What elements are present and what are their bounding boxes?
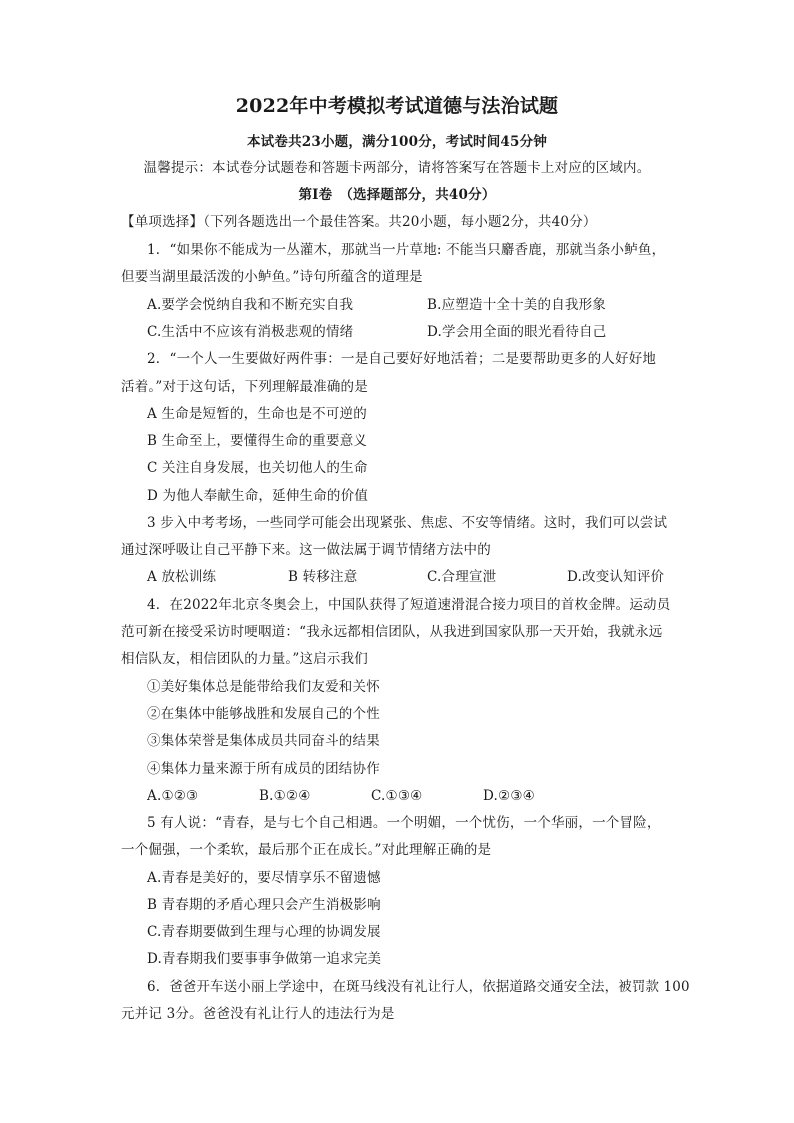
exam-subtitle: 本试卷共23小题，满分100分，考试时间45分钟 <box>246 134 548 150</box>
q4-stem-line3: 相信队友，相信团队的力量。”这启示我们 <box>121 651 368 667</box>
q2-option-c: C 关注自身发展，也关切他人的生命 <box>147 460 368 476</box>
section-instruction: 【单项选择】（下列各题选出一个最佳答案。共20小题，每小题2分，共40分） <box>121 214 597 230</box>
q4-option-a: A.①②③ <box>147 788 199 804</box>
q2-option-d: D 为他人奉献生命，延伸生命的价值 <box>147 488 369 504</box>
q1-option-c: C.生活中不应该有消极悲观的情绪 <box>147 324 354 340</box>
q5-stem-line1: 5 有人说：“青春，是与七个自己相遇。一个明媚，一个忧伤，一个华丽，一个冒险， <box>147 815 661 831</box>
section-heading: 第Ⅰ卷 （选择题部分，共40分） <box>298 187 496 203</box>
q5-option-d: D.青春期我们要事事争做第一追求完美 <box>147 951 382 967</box>
q3-stem-line2: 通过深呼吸让自己平静下来。这一做法属于调节情绪方法中的 <box>121 542 491 558</box>
exam-tip: 温馨提示：本试卷分试题卷和答题卡两部分，请将答案写在答题卡上对应的区域内。 <box>143 160 651 176</box>
q6-stem-line2: 元并记 3分。爸爸没有礼让行人的违法行为是 <box>121 1006 395 1022</box>
q4-option-d: D.②③④ <box>483 788 535 804</box>
q5-option-c: C.青春期要做到生理与心理的协调发展 <box>147 924 381 940</box>
q3-option-d: D.改变认知评价 <box>567 569 665 585</box>
q1-option-d: D.学会用全面的眼光看待自己 <box>427 324 607 340</box>
q2-option-a: A 生命是短暂的，生命也是不可逆的 <box>147 406 367 422</box>
q3-option-c: C.合理宣泄 <box>427 569 497 585</box>
q3-stem-line1: 3 步入中考考场，一些同学可能会出现紧张、焦虑、不安等情绪。这时，我们可以尝试 <box>147 515 668 531</box>
q1-option-a: A.要学会悦纳自我和不断充实自我 <box>147 297 354 313</box>
q2-stem-line2: 活着。”对于这句话，下列理解最准确的是 <box>121 379 368 395</box>
q4-statement-4: ④集体力量来源于所有成员的团结协作 <box>147 761 380 777</box>
q1-stem-line2: 但要当湖里最活泼的小鲈鱼。”诗句所蕴含的道理是 <box>121 269 423 285</box>
q1-option-b: B.应塑造十全十美的自我形象 <box>427 297 607 313</box>
q5-option-b: B 青春期的矛盾心理只会产生消极影响 <box>147 897 381 913</box>
exam-title: 2022年中考模拟考试道德与法治试题 <box>235 95 559 117</box>
q4-option-b: B.①②④ <box>259 788 311 804</box>
q3-option-a: A 放松训练 <box>147 569 217 585</box>
q1-stem-line1: 1．“如果你不能成为一丛灌木，那就当一片草地: 不能当只麝香鹿，那就当条小鲈鱼， <box>147 242 666 258</box>
q4-option-c: C.①③④ <box>371 788 423 804</box>
q3-option-b: B 转移注意 <box>288 569 358 585</box>
q4-stem-line2: 范可新在接受采访时哽咽道：“我永远都相信团队，从我进到国家队那一天开始，我就永远 <box>121 624 663 640</box>
q6-stem-line1: 6．爸爸开车送小丽上学途中，在斑马线没有礼让行人，依据道路交通安全法，被罚款 100 <box>147 979 690 995</box>
q5-option-a: A.青春是美好的，要尽情享乐不留遗憾 <box>147 870 381 886</box>
q5-stem-line2: 一个倔强，一个柔软，最后那个正在成长。”对此理解正确的是 <box>121 842 492 858</box>
q2-stem-line1: 2．“一个人一生要做好两件事：一是自己要好好地活着；二是要帮助更多的人好好地 <box>147 351 657 367</box>
q4-stem-line1: 4．在2022年北京冬奥会上，中国队获得了短道速滑混合接力项目的首枚金牌。运动员 <box>147 597 671 613</box>
q4-statement-3: ③集体荣誉是集体成员共同奋斗的结果 <box>147 733 380 749</box>
q4-statement-2: ②在集体中能够战胜和发展自己的个性 <box>147 706 380 722</box>
q2-option-b: B 生命至上，要懂得生命的重要意义 <box>147 433 368 449</box>
q4-statement-1: ①美好集体总是能带给我们友爱和关怀 <box>147 679 380 695</box>
